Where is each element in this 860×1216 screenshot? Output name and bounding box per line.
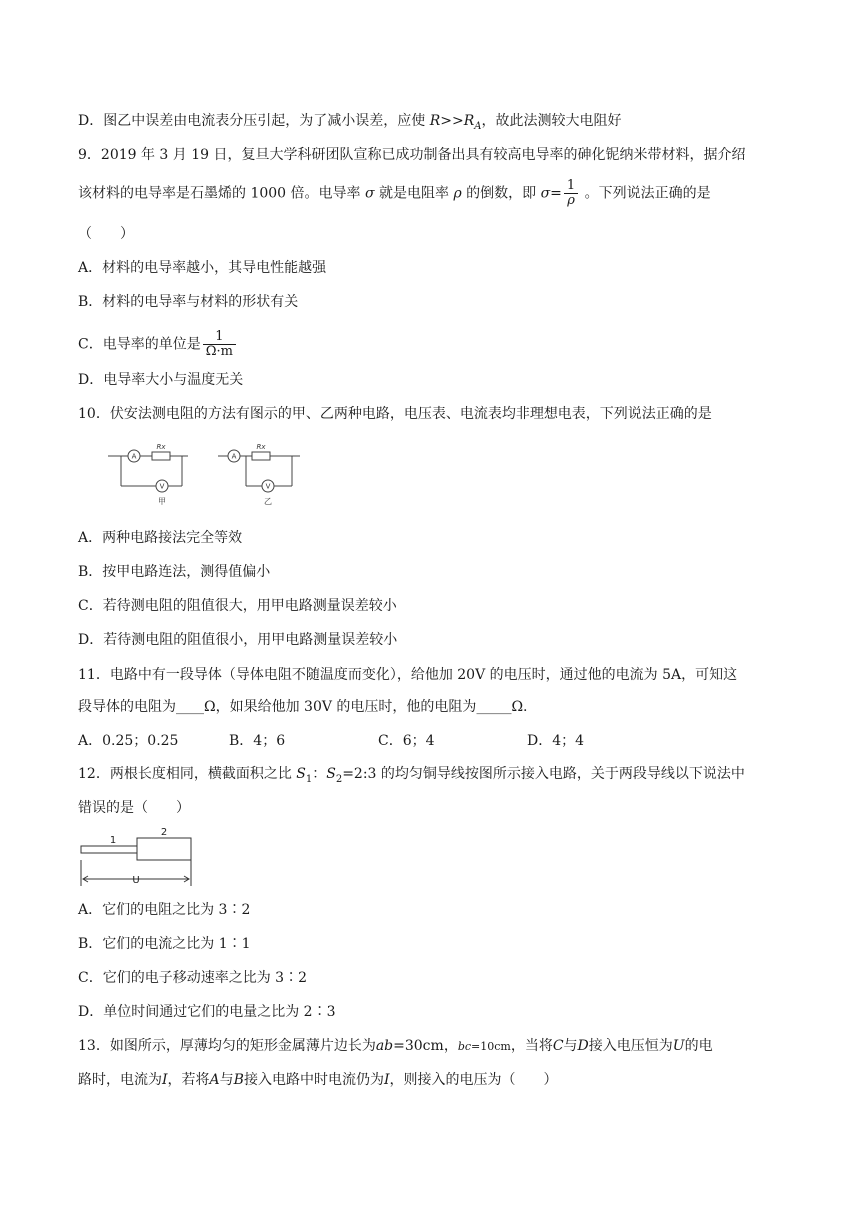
q11-stem-line2: 段导体的电阻为____Ω，如果给他加 30V 的电压时，他的电阻为_____Ω. — [78, 699, 528, 715]
q10-option-a: A．两种电路接法完全等效 — [78, 530, 243, 546]
blank: _____ — [476, 699, 512, 715]
q8-option-d: D．图乙中误差由电流表分压引起，为了减小误差，应使 $R>>R_A$，故此法测较大电阻好 — [78, 113, 622, 132]
q12-option-c: C．它们的电子移动速率之比为 3∶2 — [78, 970, 307, 986]
q10-option-d: D．若待测电阻的阻值很小，用甲电路测量误差较小 — [78, 632, 398, 648]
q11-option-c: C．6；4 — [378, 733, 435, 749]
blank: ____ — [176, 699, 204, 715]
q12-option-b: B．它们的电流之比为 1∶1 — [78, 936, 251, 952]
q10-circuit-figure — [104, 442, 314, 510]
wire-label-2: 2 — [160, 827, 168, 838]
q11-stem-line1: 11．电路中有一段导体（导体电阻不随温度而变化），给他加 20V 的电压时，通过他的电流为 5A，可知这 — [78, 667, 738, 683]
q9-option-a: A．材料的电导率越小，其导电性能越强 — [78, 260, 327, 276]
q10-option-b: B．按甲电路连法，测得值偏小 — [78, 564, 271, 580]
q9-option-c: C．电导率的单位是 $\frac{1}{\Omega\cdot m}$ — [78, 330, 238, 359]
voltmeter-label: V — [159, 482, 165, 491]
q9-option-d: D．电导率大小与温度无关 — [78, 372, 244, 388]
q12-wire-figure — [76, 826, 198, 890]
q12-stem-line2: 错误的是（ ） — [78, 800, 190, 816]
q11-option-b: B．4；6 — [229, 733, 286, 749]
ammeter-label: A — [231, 452, 237, 461]
wire-label-1: 1 — [109, 835, 117, 846]
circuit-label-yi: 乙 — [264, 497, 272, 506]
q13-stem-line1: 13．如图所示，厚薄均匀的矩形金属薄片边长为ab=30cm，bc=10cm，当将C与D接入电压恒为U的电 — [78, 1038, 713, 1054]
q9-stem-line1: 9．2019 年 3 月 19 日，复旦大学科研团队宣称已成功制备出具有较高电导率的砷化铌纳米带材料，据介绍 — [78, 147, 746, 163]
q11-option-d: D．4；4 — [527, 733, 585, 749]
q11-option-a: A．0.25；0.25 — [78, 733, 179, 749]
unit-fraction: $\frac{1}{\Omega\cdot m}$ — [203, 330, 236, 359]
q9-stem-line2: 该材料的电导率是石墨烯的 1000 倍。电导率 σ 就是电阻率 ρ 的倒数，即 σ= $\frac{1}{\rho}$ 。下列说法正确的是 — [78, 178, 711, 208]
q12-stem-line1: 12．两根长度相同，横截面积之比 $S_1$：$S_2=2:3$ 的均匀铜导线按图所示接入电路，关于两段导线以下说法中 — [78, 766, 745, 785]
voltage-label-u: U — [132, 875, 140, 886]
q9-answer-paren: （ ） — [78, 226, 134, 242]
ammeter-label: A — [131, 452, 137, 461]
resistor-label: Rx — [156, 443, 166, 451]
circuit-label-jia: 甲 — [158, 497, 166, 506]
q9-option-b: B．材料的电导率与材料的形状有关 — [78, 294, 299, 310]
q10-option-c: C．若待测电阻的阻值很大，用甲电路测量误差较小 — [78, 598, 397, 614]
q10-stem: 10．伏安法测电阻的方法有图示的甲、乙两种电路，电压表、电流表均非理想电表，下列说法正确的是 — [78, 406, 712, 422]
resistor-label: Rx — [256, 443, 266, 451]
q12-option-a: A．它们的电阻之比为 3∶2 — [78, 902, 251, 918]
q12-option-d: D．单位时间通过它们的电量之比为 2∶3 — [78, 1004, 336, 1020]
fraction: $\frac{1}{\rho}$ — [564, 179, 578, 208]
voltmeter-label: V — [265, 482, 271, 491]
q13-stem-line2: 路时，电流为I，若将A与B接入电路中时电流仍为I，则接入的电压为（ ） — [78, 1072, 558, 1088]
